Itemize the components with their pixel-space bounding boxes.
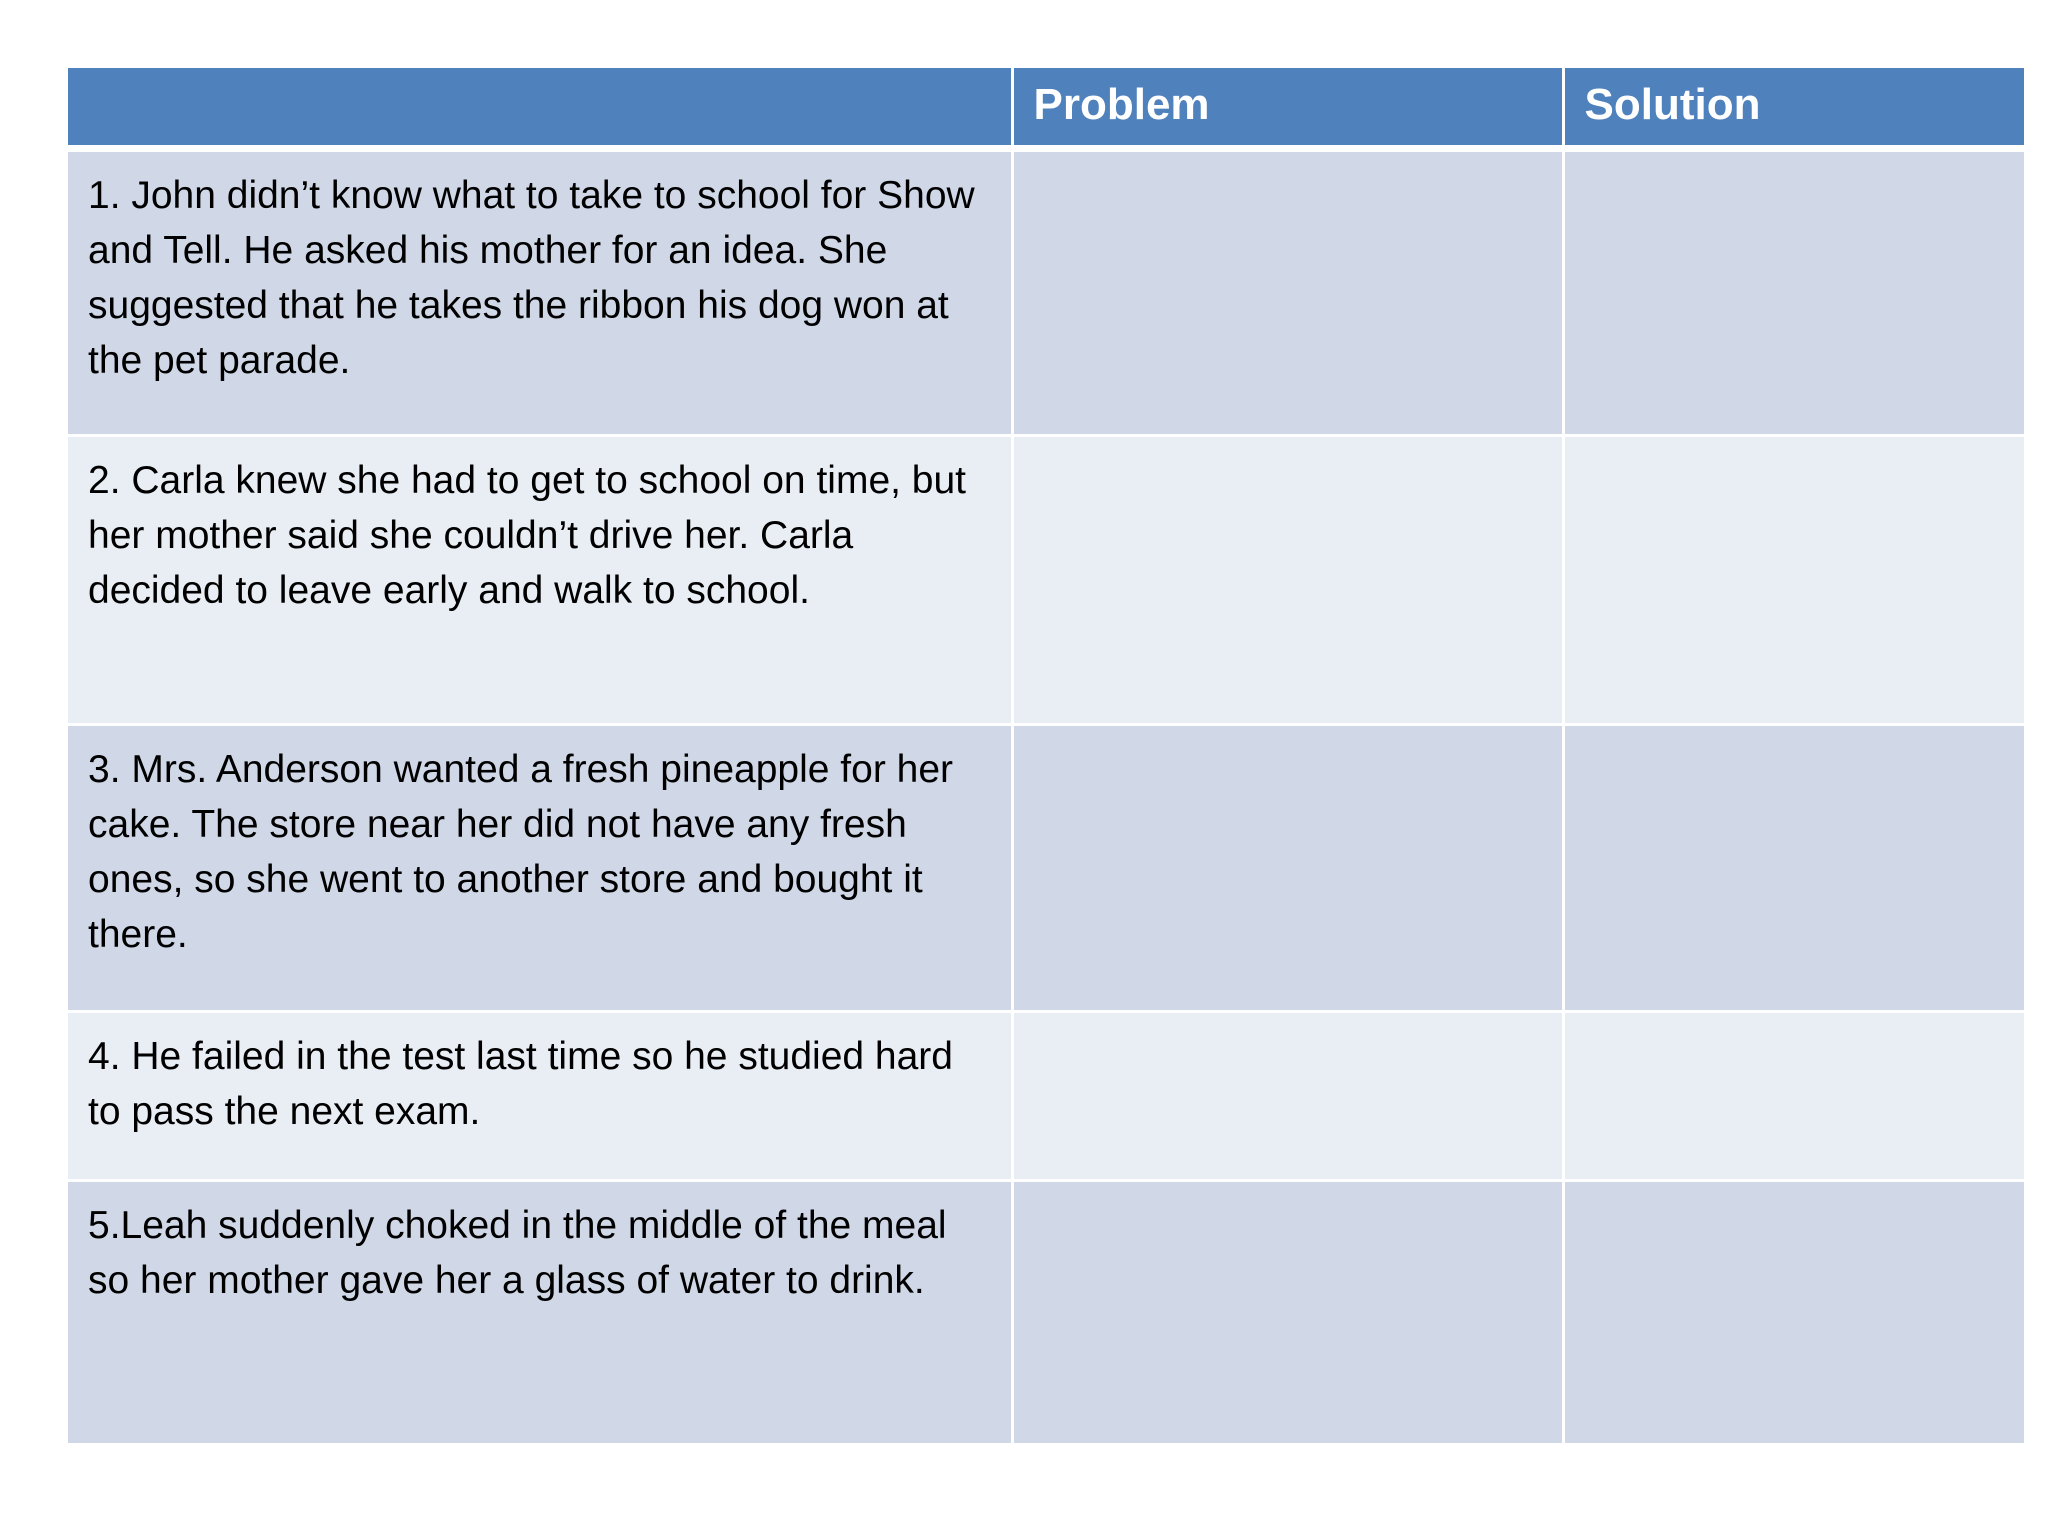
table-row	[68, 1011, 2024, 1180]
header-story	[68, 68, 1012, 148]
problem-cell[interactable]	[1012, 436, 1563, 725]
header-problem: Problem	[1012, 68, 1563, 148]
table-row	[68, 1180, 2024, 1444]
worksheet	[68, 68, 2024, 1446]
problem-cell[interactable]	[1012, 1011, 1563, 1180]
solution-cell[interactable]	[1563, 1180, 2024, 1444]
problem-solution-table	[68, 68, 2024, 1446]
table-row	[68, 725, 2024, 1012]
story-cell: 1. John didn’t know what to take to school for Show and Tell. He asked his mother for an idea. She suggested that he takes the ribbon his dog won at the pet parade.	[68, 148, 1012, 436]
solution-cell[interactable]	[1563, 436, 2024, 725]
story-cell: 5.Leah suddenly choked in the middle of the meal so her mother gave her a glass of water to drink.	[68, 1180, 1012, 1444]
problem-cell[interactable]	[1012, 725, 1563, 1012]
story-cell: 4. He failed in the test last time so he studied hard to pass the next exam.	[68, 1011, 1012, 1180]
solution-cell[interactable]	[1563, 148, 2024, 436]
problem-cell[interactable]	[1012, 1180, 1563, 1444]
story-cell: 2. Carla knew she had to get to school on time, but her mother said she couldn’t drive her. Carla decided to leave early and walk to school.	[68, 436, 1012, 725]
solution-cell[interactable]	[1563, 725, 2024, 1012]
story-cell: 3. Mrs. Anderson wanted a fresh pineapple for her cake. The store near her did not have any fresh ones, so she went to another store and bought it there.	[68, 725, 1012, 1012]
table-row	[68, 436, 2024, 725]
header-solution: Solution	[1563, 68, 2024, 148]
table-row	[68, 148, 2024, 436]
header-row	[68, 68, 2024, 148]
solution-cell[interactable]	[1563, 1011, 2024, 1180]
problem-cell[interactable]	[1012, 148, 1563, 436]
